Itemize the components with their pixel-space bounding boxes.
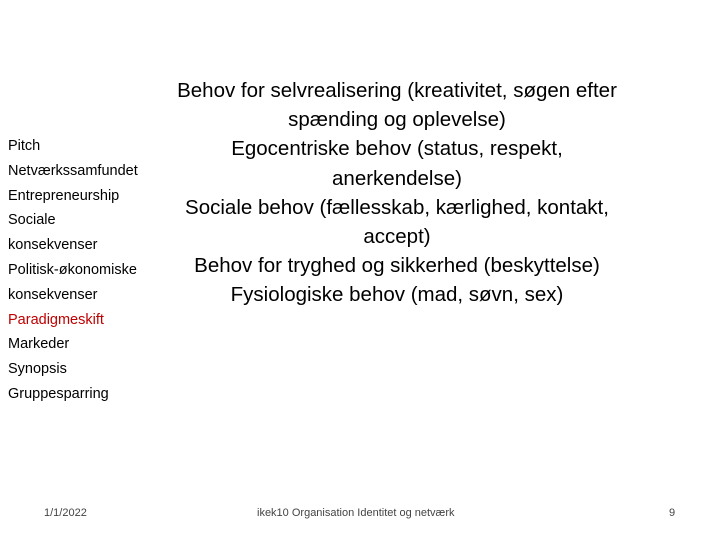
need-safety: Behov for tryghed og sikkerhed (beskyttelse) [194, 254, 600, 278]
sidebar-nav [8, 134, 168, 407]
sidebar-item-synopsis[interactable]: Synopsis [8, 361, 67, 378]
footer-date: 1/1/2022 [44, 507, 87, 519]
sidebar-item-sociale[interactable]: Sociale [8, 212, 56, 229]
sidebar-item-gruppesparring[interactable]: Gruppesparring [8, 385, 109, 402]
page-number: 9 [669, 507, 676, 519]
need-physiological: Fysiologiske behov (mad, søvn, sex) [230, 283, 564, 307]
need-self-actualization: Behov for selvrealisering (kreativitet, søgen efter spænding og oplevelse) [177, 79, 617, 132]
sidebar-item-entrepreneurship[interactable]: Entrepreneurship [8, 187, 120, 204]
sidebar-item-netvaerkssamfundet[interactable]: Netværkssamfundet [8, 162, 138, 179]
sidebar-item-politisk-okonomiske[interactable]: Politisk-økonomiske [8, 261, 137, 278]
sidebar-item-pitch[interactable]: Pitch [8, 138, 41, 154]
main-content [166, 76, 628, 310]
sidebar-item-politisk-konsekvenser[interactable]: konsekvenser [8, 286, 98, 303]
sidebar-item-markeder[interactable]: Markeder [8, 336, 70, 353]
footer-title: ikek10 Organisation Identitet og netværk [257, 507, 455, 519]
sidebar-item-paradigmeskift[interactable]: Paradigmeskift [8, 311, 104, 328]
sidebar-item-sociale-konsekvenser[interactable]: konsekvenser [8, 237, 98, 254]
need-social: Sociale behov (fællesskab, kærlighed, kontakt, accept) [185, 195, 609, 249]
need-esteem: Egocentriske behov (status, respekt, anerkendelse) [231, 137, 563, 190]
